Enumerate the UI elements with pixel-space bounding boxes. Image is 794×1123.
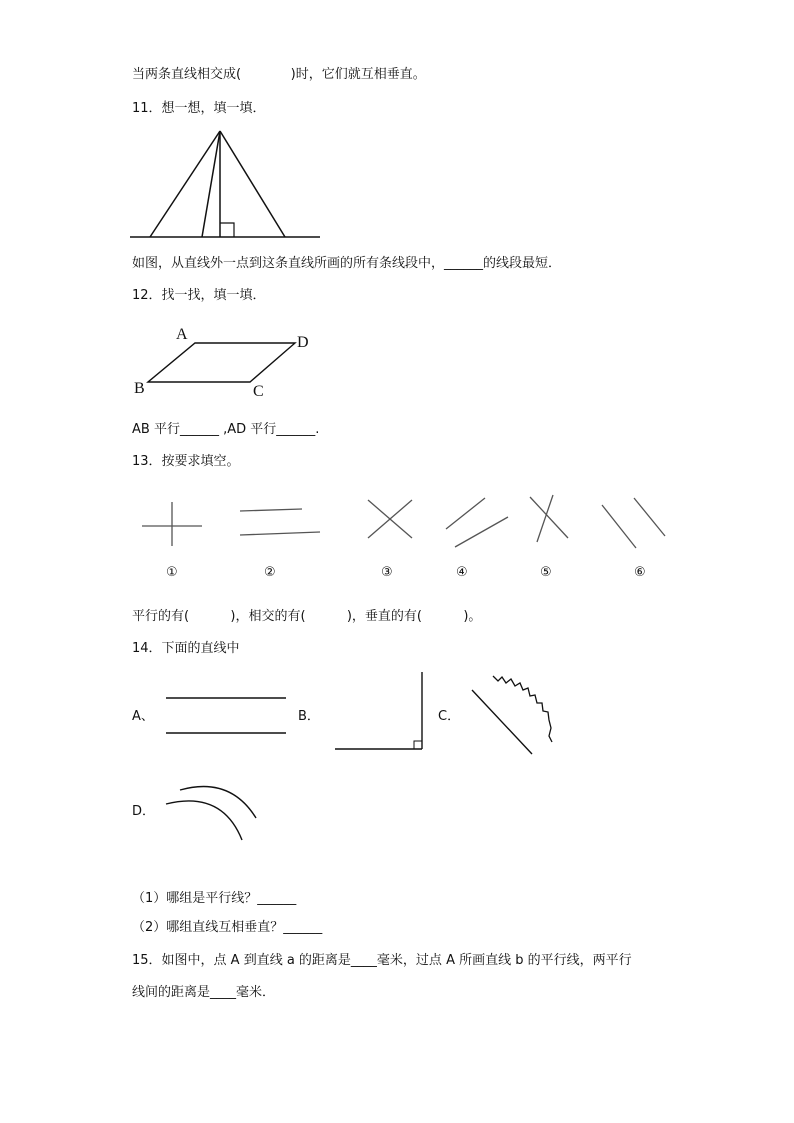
vertex-label-a: A [176,326,188,343]
q11-triangle-figure [130,126,330,241]
q12-parallelogram-figure [130,322,330,402]
q12-title: 12．找一找，填一填． [132,288,266,303]
figure-label-5: ⑤ [540,565,552,580]
option-label-d: D． [132,804,156,819]
figure-label-6: ⑥ [634,565,646,580]
vertex-label-d: D [297,334,309,351]
figure-label-3: ③ [381,565,393,580]
option-label-a: A、 [132,709,154,724]
option-label-c: C． [438,709,461,724]
q14-sub1: （1）哪组是平行线？______ [132,891,297,906]
q15-line2: 线间的距离是____毫米． [132,985,276,1000]
figure-label-2: ② [264,565,276,580]
q15-line1: 15．如图中，点 A 到直线 a 的距离是____毫米，过点 A 所画直线 b 的平行线，两平行 [132,953,632,968]
q10-text: 当两条直线相交成( )时，它们就互相垂直。 [132,67,426,82]
option-label-b: B． [298,709,320,724]
vertex-label-c: C [253,383,264,400]
q13-text: 平行的有( )，相交的有( )，垂直的有( )。 [132,609,482,624]
q12-text: AB 平行______ ,AD 平行______. [132,422,320,437]
q14-title: 14．下面的直线中 [132,641,240,656]
q13-line-pairs-figure [130,490,680,585]
figure-label-4: ④ [456,565,468,580]
figure-label-1: ① [166,565,178,580]
q11-title: 11．想一想，填一填． [132,101,266,116]
q13-title: 13．按要求填空。 [132,454,240,469]
q14-options-figure [130,668,570,848]
q11-text: 如图，从直线外一点到这条直线所画的所有条线段中，______的线段最短． [132,256,562,271]
vertex-label-b: B [134,380,145,397]
q14-sub2: （2）哪组直线互相垂直？______ [132,920,323,935]
